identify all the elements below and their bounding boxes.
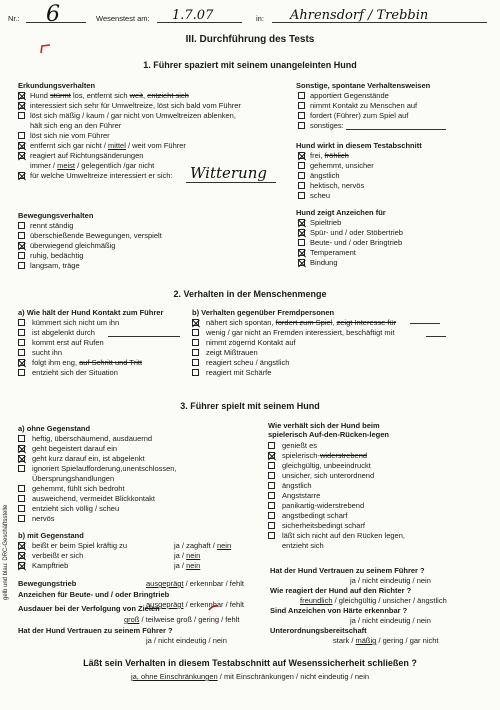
checkbox-wirkt-4[interactable] — [298, 182, 305, 189]
section2-title: 2. Verhalten in der Menschenmenge — [173, 289, 327, 299]
checkbox-s2b-4[interactable] — [192, 349, 199, 356]
sec2-a-title: a) Wie hält der Hund Kontakt zum Führer — [18, 308, 164, 317]
checkbox-s3a-3[interactable] — [18, 455, 25, 462]
checkbox-s2b-5[interactable] — [192, 359, 199, 366]
erk-item-3: löst sich mäßig / kaum / gar nicht von Umweltreizen ablenken, — [30, 111, 236, 120]
rating-left-2-opts[interactable]: ausgeprägt / erkennbar / fehlt — [146, 600, 244, 609]
checkbox-wirkt-2[interactable] — [298, 162, 305, 169]
s2b-item-6: reagiert mit Schärfe — [206, 368, 272, 377]
rating-left-4-opts[interactable]: ja / nicht eindeutig / nein — [146, 636, 227, 645]
date-label: Wesenstest am: — [96, 14, 150, 23]
checkbox-s3a-8[interactable] — [18, 505, 25, 512]
checkbox-s2b-3[interactable] — [192, 339, 199, 346]
section1-title: 1. Führer spaziert mit seinem unangeleinten Hund — [143, 60, 357, 70]
checkbox-bew-4[interactable] — [18, 252, 25, 259]
red-mark-icon — [40, 44, 52, 54]
checkbox-rk-4[interactable] — [268, 472, 275, 479]
bew-title: Bewegungsverhalten — [18, 211, 94, 220]
s2a-item-2: ist abgelenkt durch — [32, 328, 95, 337]
wirkt-item-4: hektisch, nervös — [310, 181, 365, 190]
checkbox-s3a-7[interactable] — [18, 495, 25, 502]
rating-left-3-label: Ausdauer bei der Verfolgung von Zielen — [18, 604, 160, 613]
rk-title-1: Wie verhält sich der Hund beim — [268, 421, 380, 430]
rating-right-3-opts[interactable]: ja / nicht eindeutig / nein — [350, 616, 431, 625]
rk-item-8: angstbedingt scharf — [282, 511, 348, 520]
s3a-item-7: ausweichend, vermeidet Blickkontakt — [32, 494, 155, 503]
checkbox-s2b-6[interactable] — [192, 369, 199, 376]
checkbox-s3a-1[interactable] — [18, 435, 25, 442]
anz-item-5: Bindung — [310, 258, 338, 267]
place-label: in: — [256, 14, 264, 23]
s2a-item-6: entzieht sich der Situation — [32, 368, 118, 377]
checkbox-anz-3[interactable] — [298, 239, 305, 246]
anz-item-3: Beute- und / oder Bringtrieb — [310, 238, 403, 247]
checkbox-wirkt-5[interactable] — [298, 192, 305, 199]
erk-item-1: Hund stürmt los, entfernt sich weit, entzieht sich — [30, 91, 189, 100]
s2a-item-4: sucht ihn — [32, 348, 63, 357]
anz-item-4: Temperament — [310, 248, 356, 257]
erk-item-8: immer / meist / gelegentlich /gar nicht — [30, 161, 155, 170]
bew-item-1: rennt ständig — [30, 221, 74, 230]
erk-handwriting[interactable]: Witterung — [190, 164, 267, 182]
checkbox-s3a-4[interactable] — [18, 465, 25, 472]
checkbox-s2a-2[interactable] — [18, 329, 25, 336]
rating-right-2-label: Wie reagiert der Hund auf den Richter ? — [270, 586, 412, 595]
rating-right-3-label: Sind Anzeichen von Härte erkennbar ? — [270, 606, 408, 615]
rating-right-4-label: Unterordnungsbereitschaft — [270, 626, 367, 635]
checkbox-s3b-3[interactable] — [18, 562, 25, 569]
checkbox-sonst-3[interactable] — [298, 112, 305, 119]
side-note: gelb und blau: DRC-Geschäftsstelle — [3, 504, 9, 600]
checkbox-anz-1[interactable] — [298, 219, 305, 226]
s3a-item-9: nervös — [32, 514, 55, 523]
s3a-item-6: gehemmt, fühlt sich bedroht — [32, 484, 125, 493]
s2a-item-3: kommt erst auf Rufen — [32, 338, 104, 347]
s3b-item-2-opts[interactable]: ja / nein — [174, 551, 201, 560]
sonst-title: Sonstige, spontane Verhaltensweisen — [296, 81, 431, 90]
s3b-item-1-label: beißt er beim Spiel kräftig zu — [32, 541, 128, 550]
s2b-item-5: reagiert scheu / ängstlich — [206, 358, 290, 367]
checkbox-s2a-3[interactable] — [18, 339, 25, 346]
conclusion-answer[interactable]: ja, ohne Einschränkungen / mit Einschränkungen / nicht eindeutig / nein — [130, 672, 370, 681]
anz-title: Hund zeigt Anzeichen für — [296, 208, 386, 217]
s2a-item-5: folgt ihm eng, auf Schritt und Tritt — [32, 358, 143, 367]
red-mark-icon — [208, 604, 220, 612]
checkbox-sonst-4[interactable] — [298, 122, 305, 129]
rk-title-2: spielerisch Auf-den-Rücken-legen — [268, 430, 389, 439]
sec2-b-title: b) Verhalten gegenüber Fremdpersonen — [192, 308, 335, 317]
section3-title: 3. Führer spielt mit seinem Hund — [180, 401, 320, 411]
s2b-item-4: zeigt Mißtrauen — [206, 348, 258, 357]
erk-item-4: hält sich eng an den Führer — [30, 121, 122, 130]
checkbox-s3a-2[interactable] — [18, 445, 25, 452]
s2b-item-1: nähert sich spontan, fordert zum Spiel, zeigt Interesse für — [206, 318, 397, 327]
checkbox-s3b-2[interactable] — [18, 552, 25, 559]
checkbox-anz-2[interactable] — [298, 229, 305, 236]
erk-item-5: löst sich nie vom Führer — [30, 131, 110, 140]
rating-left-4-label: Hat der Hund Vertrauen zu seinem Führer ? — [18, 626, 173, 635]
rk-item-1: genießt es — [282, 441, 318, 450]
checkbox-rk-8[interactable] — [268, 512, 275, 519]
checkbox-anz-4[interactable] — [298, 249, 305, 256]
s3b-item-2-label: verbeißt er sich — [32, 551, 84, 560]
checkbox-s3b-1[interactable] — [18, 542, 25, 549]
s2b-item-2: wenig / gar nicht an Fremden interessiert, beschäftigt mit — [206, 328, 395, 337]
erk-item-7: reagiert auf Richtungsänderungen — [30, 151, 144, 160]
checkbox-rk-1[interactable] — [268, 442, 275, 449]
checkbox-bew-5[interactable] — [18, 262, 25, 269]
nr-label: Nr.: — [8, 14, 20, 23]
date-value[interactable]: 1.7.07 — [172, 8, 214, 23]
checkbox-bew-2[interactable] — [18, 232, 25, 239]
checkbox-wirkt-3[interactable] — [298, 172, 305, 179]
rk-item-4: unsicher, sich unterordnend — [282, 471, 375, 480]
s3a-item-3: geht kurz darauf ein, ist abgelenkt — [32, 454, 145, 463]
checkbox-erk-1[interactable] — [18, 92, 25, 99]
wirkt-item-5: scheu — [310, 191, 331, 200]
checkbox-erk-6[interactable] — [18, 142, 25, 149]
rating-left-1-label: Bewegungstrieb — [18, 579, 77, 588]
rating-left-2-label: Anzeichen für Beute- und / oder Bringtrieb — [18, 590, 170, 599]
checkbox-wirkt-1[interactable] — [298, 152, 305, 159]
checkbox-bew-1[interactable] — [18, 222, 25, 229]
s3b-item-1-opts[interactable]: ja / zaghaft / nein — [174, 541, 232, 550]
checkbox-s2a-6[interactable] — [18, 369, 25, 376]
s3a-item-5: Übersprungshandlungen — [32, 474, 115, 483]
bew-item-3: überwiegend gleichmäßig — [30, 241, 116, 250]
checkbox-erk-2[interactable] — [18, 102, 25, 109]
s3a-item-2: geht begeistert darauf ein — [32, 444, 118, 453]
wirkt-item-2: gehemmt, unsicher — [310, 161, 374, 170]
checkbox-s2a-1[interactable] — [18, 319, 25, 326]
rating-left-1-opts[interactable]: ausgeprägt / erkennbar / fehlt — [146, 579, 244, 588]
wirkt-item-1: frei, fröhlich — [310, 151, 349, 160]
checkbox-rk-2[interactable] — [268, 452, 275, 459]
s3a-item-1: heftig, überschäumend, ausdauernd — [32, 434, 153, 443]
s3a-item-8: entzieht sich völlig / scheu — [32, 504, 120, 513]
rating-right-1-opts[interactable]: ja / nicht eindeutig / nein — [350, 576, 431, 585]
checkbox-erk-5[interactable] — [18, 132, 25, 139]
checkbox-rk-3[interactable] — [268, 462, 275, 469]
sonst-item-4: sonstiges: — [310, 121, 344, 130]
erk-title: Erkundungsverhalten — [18, 81, 96, 90]
erk-item-9: für welche Umweltreize interessiert er sich: — [30, 171, 173, 180]
erk-item-6: entfernt sich gar nicht / mittel / weit vom Führer — [30, 141, 186, 150]
checkbox-rk-9[interactable] — [268, 522, 275, 529]
rating-right-2-opts[interactable]: freundlich / gleichgültig / unsicher / ängstlich — [300, 596, 447, 605]
s3b-item-3-opts[interactable]: ja / nein — [174, 561, 201, 570]
checkbox-rk-7[interactable] — [268, 502, 275, 509]
checkbox-erk-9[interactable] — [18, 172, 25, 179]
checkbox-anz-5[interactable] — [298, 259, 305, 266]
page-title: III. Durchführung des Tests — [185, 34, 315, 45]
s3b-item-3-label: Kampftrieb — [32, 561, 69, 570]
checkbox-rk-6[interactable] — [268, 492, 275, 499]
checkbox-rk-10[interactable] — [268, 532, 275, 539]
checkbox-s2b-1[interactable] — [192, 319, 199, 326]
nr-value[interactable]: 6 — [46, 2, 60, 27]
checkbox-s2a-5[interactable] — [18, 359, 25, 366]
bew-item-4: ruhig, bedächtig — [30, 251, 84, 260]
wirkt-item-3: ängstlich — [310, 171, 340, 180]
checkbox-erk-7[interactable] — [18, 152, 25, 159]
rk-item-3: gleichgültig, unbeeindruckt — [282, 461, 371, 470]
checkbox-sonst-2[interactable] — [298, 102, 305, 109]
rk-item-2: spielerisch-widerstrebend — [282, 451, 368, 460]
rk-item-11: entzieht sich — [282, 541, 324, 550]
rk-item-7: panikartig-widerstrebend — [282, 501, 365, 510]
checkbox-rk-5[interactable] — [268, 482, 275, 489]
rk-item-5: ängstlich — [282, 481, 312, 490]
s3a-item-4: ignoriert Spielaufforderung,unentschlossen, — [32, 464, 177, 473]
bew-item-5: langsam, träge — [30, 261, 80, 270]
rk-item-9: sicherheitsbedingt scharf — [282, 521, 365, 530]
rating-left-3-opts[interactable]: groß / teilweise groß / gering / fehlt — [124, 615, 240, 624]
rk-item-10: läßt sich nicht auf den Rücken legen, — [282, 531, 405, 540]
checkbox-sonst-1[interactable] — [298, 92, 305, 99]
wirkt-title: Hund wirkt in diesem Testabschnitt — [296, 141, 422, 150]
checkbox-s3a-6[interactable] — [18, 485, 25, 492]
checkbox-s2b-2[interactable] — [192, 329, 199, 336]
erk-item-2: interessiert sich sehr für Umweltreize, löst sich bald vom Führer — [30, 101, 241, 110]
conclusion-question: Läßt sein Verhalten in diesem Testabschnitt auf Wesenssicherheit schließen ? — [83, 658, 417, 668]
s2b-item-3: nimmt zögernd Kontakt auf — [206, 338, 296, 347]
bew-item-2: überschießende Bewegungen, verspielt — [30, 231, 162, 240]
s2a-item-1: kümmert sich nicht um ihn — [32, 318, 120, 327]
checkbox-bew-3[interactable] — [18, 242, 25, 249]
rk-item-6: Angststarre — [282, 491, 321, 500]
place-value[interactable]: Ahrensdorf / Trebbin — [290, 8, 429, 23]
sec3-a-title: a) ohne Gegenstand — [18, 424, 91, 433]
anz-item-1: Spieltrieb — [310, 218, 342, 227]
rating-right-4-opts[interactable]: stark / mäßig / gering / gar nicht — [333, 636, 439, 645]
checkbox-erk-3[interactable] — [18, 112, 25, 119]
checkbox-s3a-9[interactable] — [18, 515, 25, 522]
sonst-item-3: fordert (Führer) zum Spiel auf — [310, 111, 409, 120]
sonst-item-2: nimmt Kontakt zu Menschen auf — [310, 101, 418, 110]
sonst-item-1: apportiert Gegenstände — [310, 91, 389, 100]
anz-item-2: Spür- und / oder Stöbertrieb — [310, 228, 403, 237]
rating-right-1-label: Hat der Hund Vertrauen zu seinem Führer ? — [270, 566, 425, 575]
checkbox-s2a-4[interactable] — [18, 349, 25, 356]
sec3-b-title: b) mit Gegenstand — [18, 531, 84, 540]
